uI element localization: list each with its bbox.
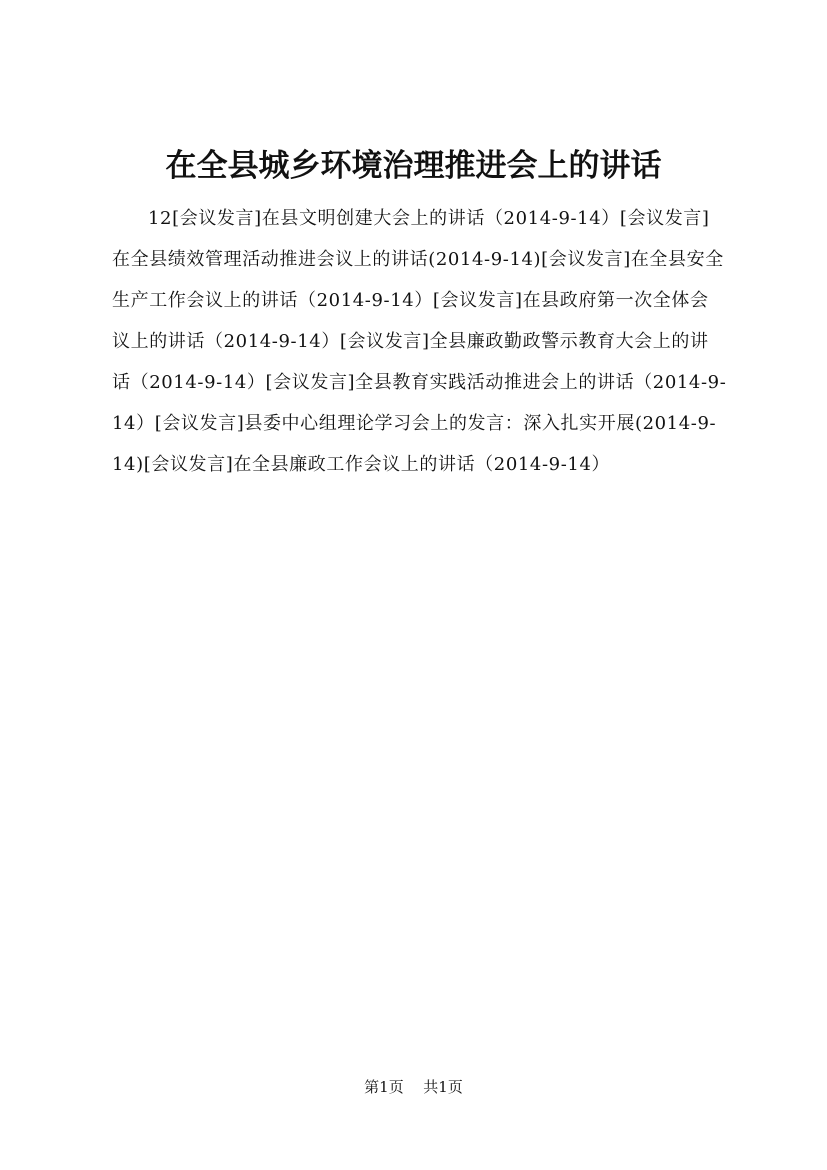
page-number-label: 第1页 <box>364 1078 404 1096</box>
document-title: 在全县城乡环境治理推进会上的讲话 <box>165 148 662 184</box>
page-total-label: 共1页 <box>423 1078 463 1096</box>
page-footer <box>0 1076 827 1098</box>
document-body: 12[会议发言]在县文明创建大会上的讲话（2014-9-14）[会议发言]在全县绩效管理活动推进会议上的讲话(2014-9-14)[会议发言]在全县安全生产工作会议上的讲话（2014-9-14）[会议发言]在县政府第一次全体会议上的讲话（2014-9-14）[会议发言]全县廉政勤政警示教育大会上的讲话（2014-9-14）[会议发言]全县教育实践活动推进会上的讲话（2014-9-14）[会议发言]县委中心组理论学习会上的发言：深入扎实开展(2014-9-14)[会议发言]在全县廉政工作会议上的讲话（2014-9-14） <box>112 208 727 475</box>
